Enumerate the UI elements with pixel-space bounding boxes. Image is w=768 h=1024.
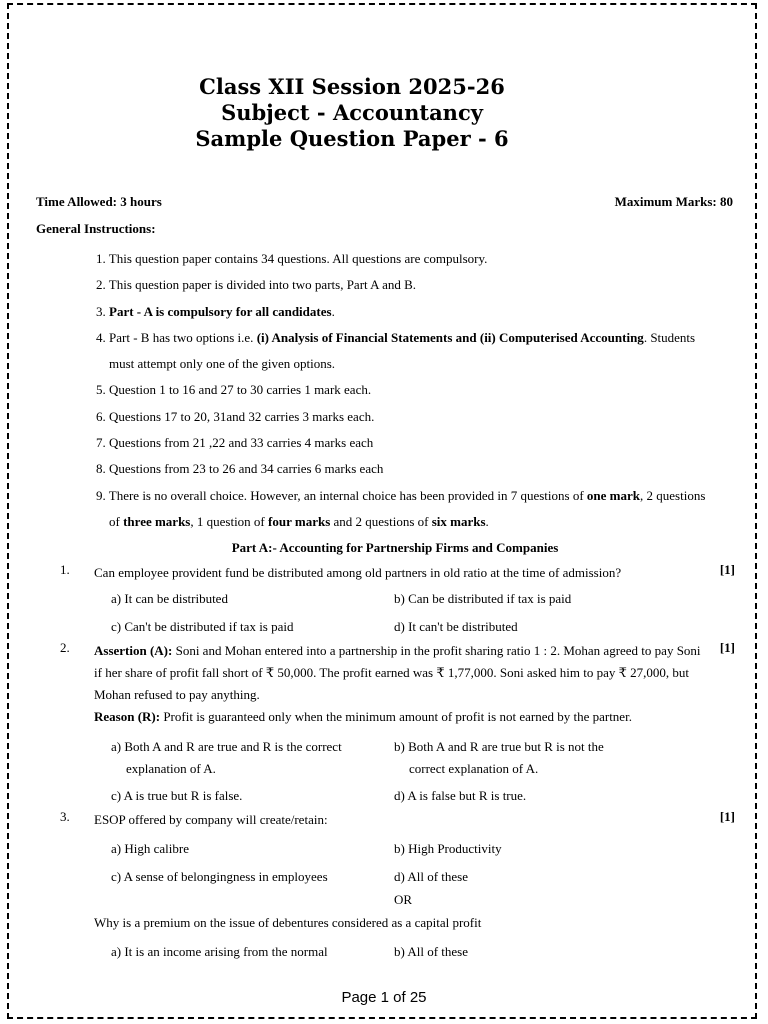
q2-option-b[interactable] [394, 736, 604, 780]
instruction-4 [96, 329, 736, 355]
instruction-9 [96, 487, 736, 513]
reason-body: Profit is guaranteed only when the minimum amount of profit is not earned by the partner. [160, 709, 632, 724]
q1-option-b[interactable]: b) Can be distributed if tax is paid [394, 591, 572, 606]
q2-option-d[interactable]: d) A is false but R is true. [394, 788, 527, 803]
question-text: ESOP offered by company will create/retain: [94, 812, 328, 827]
instruction-5: 5. Question 1 to 16 and 27 to 30 carries 1 mark each. [96, 382, 372, 398]
instruction-4-prefix: 4. Part - B has two options i.e. [96, 329, 257, 345]
instruction-9-text-c: , 2 questions [640, 487, 706, 503]
instruction-9-text-h: and 2 questions of [330, 513, 432, 529]
or-separator: OR [394, 892, 413, 907]
q2-option-a-line2: explanation of A. [126, 761, 216, 776]
q3-option-d[interactable]: d) All of these [394, 869, 469, 884]
maximum-marks: Maximum Marks: 80 [614, 194, 733, 209]
instruction-3 [96, 303, 736, 329]
instruction-4-bold: (i) Analysis of Financial Statements and (ii) Computerised Accounting [256, 329, 644, 345]
instruction-3-suffix: . [331, 303, 335, 319]
page-number: Page 1 of 25 [341, 989, 427, 1006]
q3-option-c[interactable]: c) A sense of belongingness in employees [111, 869, 328, 884]
reason-text [94, 706, 734, 728]
instruction-1: 1. This question paper contains 34 questions. All questions are compulsory. [96, 251, 488, 266]
instructions-list [96, 250, 736, 539]
question-marks: [1] [719, 562, 735, 577]
part-a-heading: Part A:- Accounting for Partnership Firms and Companies [231, 540, 559, 555]
instruction-9-text-j: . [485, 513, 489, 529]
q1-option-d[interactable]: d) It can't be distributed [394, 619, 518, 634]
instruction-4-continued: must attempt only one of the given options. [109, 356, 336, 372]
instruction-9-bold-four-marks: four marks [268, 513, 331, 529]
instruction-2: 2. This question paper is divided into two parts, Part A and B. [96, 277, 417, 293]
instruction-9-bold-one-mark: one mark [586, 487, 641, 503]
q2-option-b-line2: correct explanation of A. [409, 761, 539, 776]
q3-option-a[interactable]: a) High calibre [111, 841, 189, 856]
q3-alt-option-a[interactable]: a) It is an income arising from the normal [111, 944, 328, 959]
time-allowed: Time Allowed: 3 hours [36, 194, 162, 209]
instruction-9-text-d: of [109, 513, 124, 529]
q1-option-a[interactable]: a) It can be distributed [111, 591, 228, 606]
assertion-body: Soni and Mohan entered into a partnership in the profit sharing ratio 1 : 2. Mohan agreed to pay Soni if her share of profit fall short of ₹ 50,000. The profit earned was ₹ 1,77,000. Soni asked him to pay ₹ 27,000, but Mohan refused to pay anything. [94, 643, 701, 702]
question-number: 2. [60, 640, 70, 655]
reason-label: Reason (R): [94, 709, 161, 724]
title-class-session: Class XII Session 2025-26 [199, 74, 505, 99]
instruction-3-bold: Part - A is compulsory for all candidates [109, 303, 332, 319]
question-number: 3. [60, 809, 70, 824]
assertion-text [94, 640, 704, 706]
question-marks: [1] [719, 640, 735, 655]
q2-option-a-line1: a) Both A and R are true and R is the correct [111, 739, 342, 754]
q2-option-b-line1: b) Both A and R are true but R is not the [394, 739, 604, 754]
title-subject: Subject - Accountancy [221, 100, 483, 125]
instruction-7: 7. Questions from 21 ,22 and 33 carries 4 marks each [96, 435, 374, 451]
q3-alternate-text: Why is a premium on the issue of debentures considered as a capital profit [94, 915, 482, 930]
instruction-9-bold-three-marks: three marks [123, 513, 191, 529]
instruction-6: 6. Questions 17 to 20, 31and 32 carries 3 marks each. [96, 408, 375, 424]
question-marks: [1] [719, 809, 735, 824]
question-number: 1. [60, 562, 70, 577]
instruction-3-prefix: 3. [96, 303, 109, 319]
instruction-4-suffix: . Students [643, 329, 696, 345]
question-text: Can employee provident fund be distributed among old partners in old ratio at the time of admission? [94, 565, 622, 580]
general-instructions-heading: General Instructions: [36, 221, 156, 236]
instruction-9-text-a: 9. There is no overall choice. However, an internal choice has been provided in 7 questions of [96, 487, 587, 503]
title-sample-paper: Sample Question Paper - 6 [195, 126, 509, 151]
q2-option-c[interactable]: c) A is true but R is false. [111, 788, 243, 803]
q3-alt-option-b[interactable]: b) All of these [394, 944, 469, 959]
q1-option-c[interactable]: c) Can't be distributed if tax is paid [111, 619, 294, 634]
assertion-label: Assertion (A): [94, 643, 173, 658]
q3-option-b[interactable]: b) High Productivity [394, 841, 502, 856]
instruction-9-bold-six-marks: six marks [431, 513, 486, 529]
paper-title [0, 74, 704, 152]
instruction-8: 8. Questions from 23 to 26 and 34 carries 6 marks each [96, 461, 384, 477]
instruction-9-continued [96, 513, 736, 539]
q2-option-a[interactable] [111, 736, 342, 780]
instruction-9-text-f: , 1 question of [190, 513, 269, 529]
